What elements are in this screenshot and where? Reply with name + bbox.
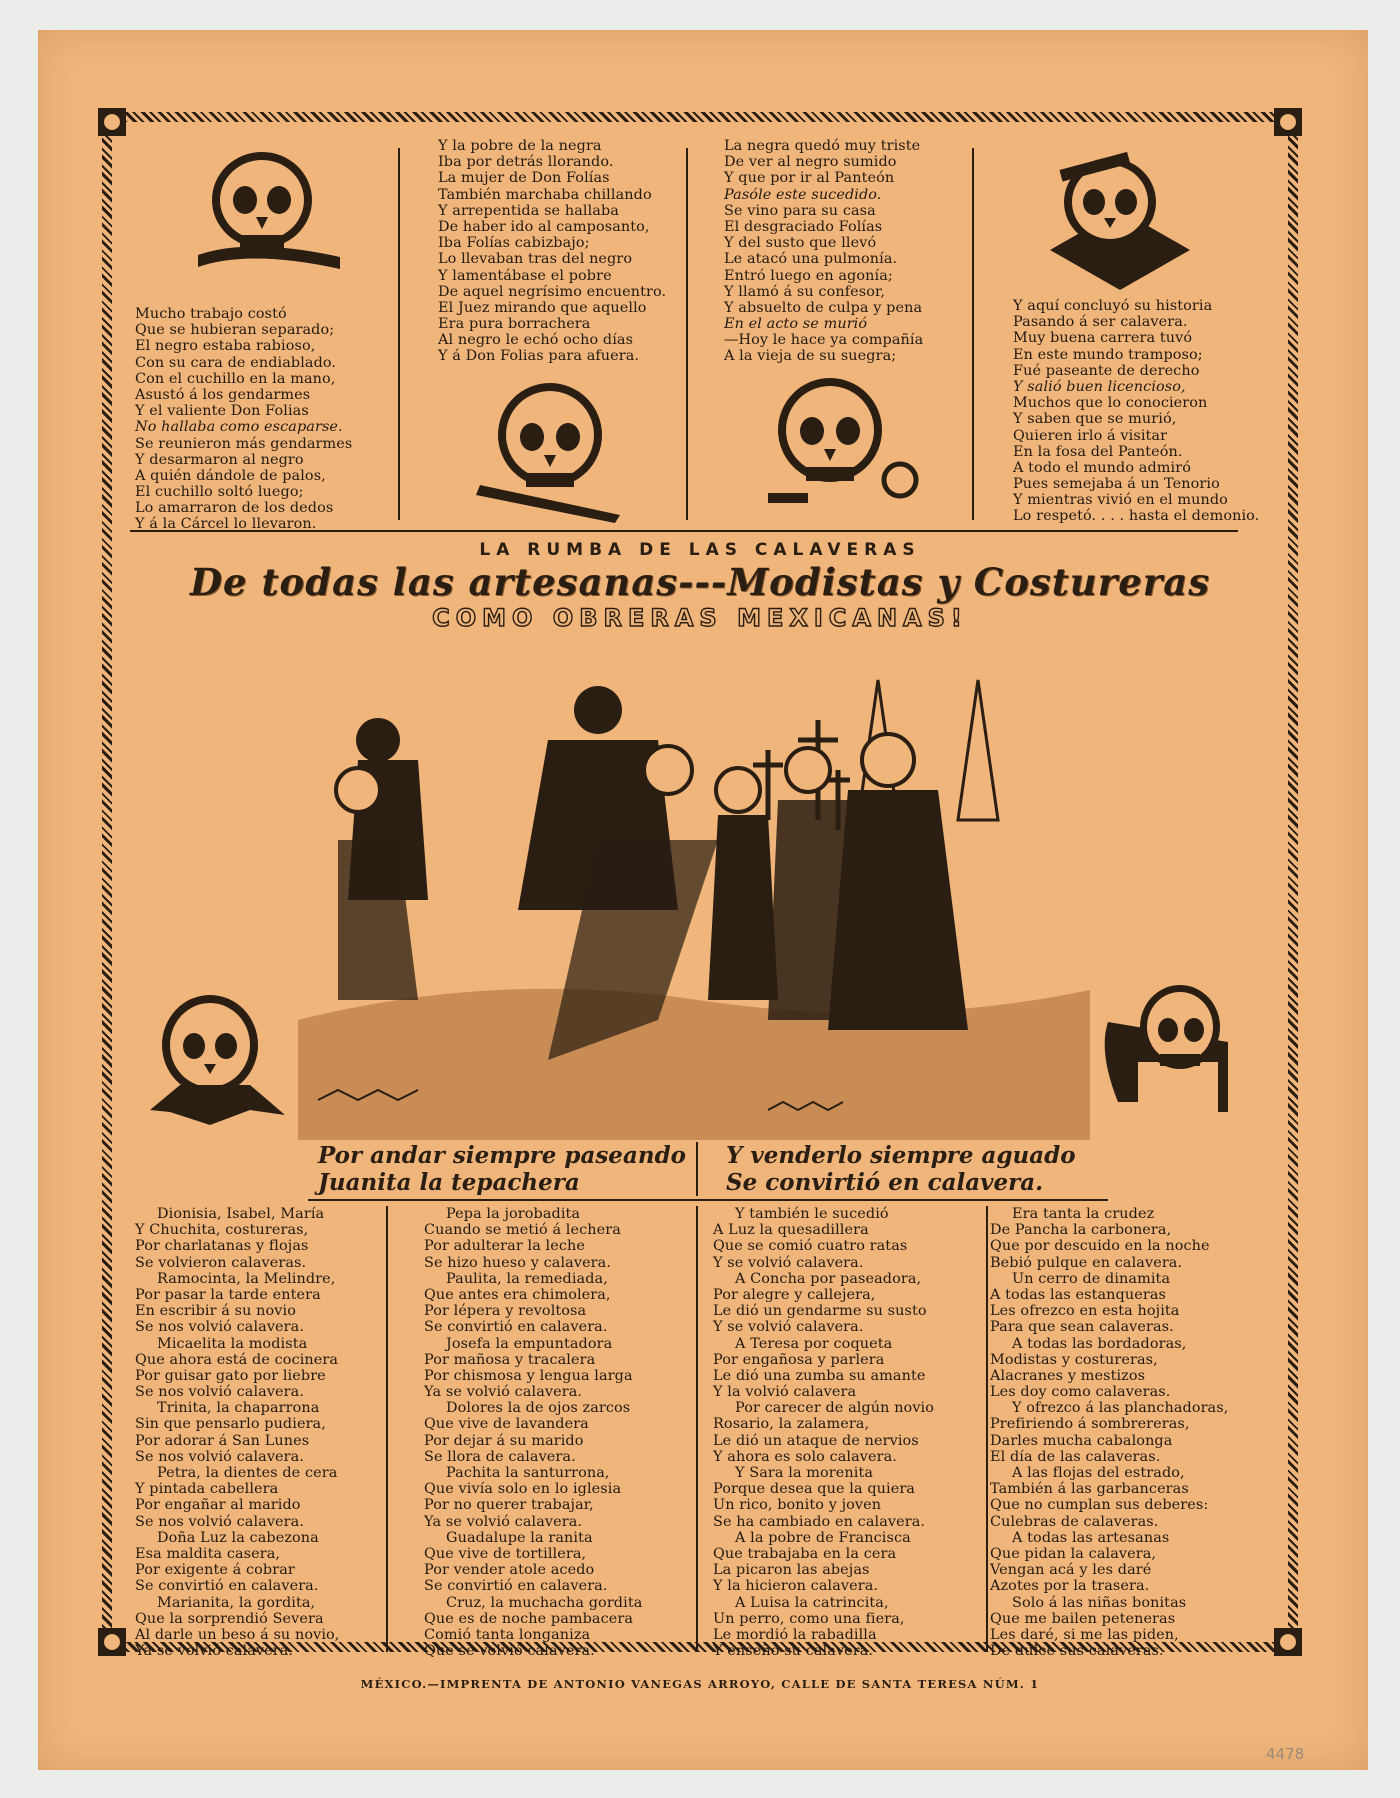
verse-line: Por adulterar la leche <box>424 1238 586 1255</box>
verse-line: A Luisa la catrincita, <box>735 1594 889 1611</box>
verse-line: Y saben que se murió, <box>1013 411 1177 428</box>
verse-line: Modistas y costureras, <box>990 1351 1158 1368</box>
verse-line: Guadalupe la ranita <box>446 1529 593 1546</box>
verse-line: Y se volvió calavera. <box>713 1254 864 1271</box>
corner-ornament-top-left <box>98 108 126 136</box>
verse-line: Al negro le echó ocho días <box>438 332 634 349</box>
verse-line: Fué paseante de derecho <box>1013 362 1200 379</box>
verse-line: Y á la Cárcel lo llevaron. <box>135 516 317 533</box>
top-verse-column-1 <box>135 306 352 533</box>
verse-line: Por no querer trabajar, <box>424 1497 594 1514</box>
verse-line: Esa maldita casera, <box>135 1545 281 1562</box>
verse-line: Ya se volvió calavera. <box>135 1643 294 1660</box>
corner-ornament-bottom-right <box>1274 1628 1302 1656</box>
verse-line: Quieren irlo á visitar <box>1013 427 1168 444</box>
verse-line: Les doy como calaveras. <box>990 1384 1171 1401</box>
verse-line: Se hizo hueso y calavera. <box>424 1254 612 1271</box>
skull-with-hat-engraving <box>1030 140 1200 290</box>
verse-line: Por engañar al marido <box>135 1497 301 1514</box>
dancing-skeletons-engraving <box>298 640 1090 1140</box>
verse-line: Darles mucha cabalonga <box>990 1432 1173 1449</box>
verse-line: Y Sara la morenita <box>735 1465 874 1481</box>
verse-line: Asustó á los gendarmes <box>135 386 311 403</box>
verse-line: Le atacó una pulmonía. <box>724 251 898 268</box>
top-verse-column-4 <box>1013 298 1259 525</box>
verse-line: Lo respetó. . . . hasta el demonio. <box>1013 508 1260 525</box>
verse-line: Con el cuchillo en la mano, <box>135 370 336 387</box>
verse-line: Se convirtió en calavera. <box>424 1578 608 1595</box>
verse-line: Y la hicieron calavera. <box>713 1578 879 1595</box>
verse-line: Y salió buen licencioso, <box>1013 378 1186 395</box>
verse-line: Iba Folías cabizbajo; <box>438 235 590 252</box>
verse-line: Pachita la santurrona, <box>446 1465 610 1481</box>
verse-line: Que vive de tortillera, <box>424 1545 587 1562</box>
bottom-verse-column-1 <box>135 1206 339 1659</box>
verse-line: Se vino para su casa <box>724 202 876 219</box>
verse-line: Y aquí concluyó su historia <box>1013 298 1213 314</box>
verse-line: Les daré, si me las piden, <box>990 1626 1179 1643</box>
verse-line: La mujer de Don Folías <box>438 170 610 187</box>
verse-line: Y desarmaron al negro <box>135 451 304 468</box>
verse-line: Culebras de calaveras. <box>990 1513 1159 1530</box>
verse-line: Ya se volvió calavera. <box>424 1384 583 1401</box>
verse-line: Y el valiente Don Folias <box>135 403 309 420</box>
verse-line: Se convirtió en calavera. <box>424 1319 608 1336</box>
verse-line: Le dió una zumba su amante <box>713 1367 926 1384</box>
verse-line: Pasóle este sucedido. <box>724 186 882 203</box>
verse-line: No hallaba como escaparse. <box>135 419 343 436</box>
printer-imprint: MÉXICO.—IMPRENTA DE ANTONIO VANEGAS ARROYO, CALLE DE SANTA TERESA NÚM. 1 <box>360 1677 1040 1691</box>
verse-line: Por exigente á cobrar <box>135 1562 295 1579</box>
verse-line: Les ofrezco en esta hojita <box>990 1303 1180 1320</box>
catalog-number: 4478 <box>1266 1745 1305 1763</box>
verse-line: Por mañosa y tracalera <box>424 1351 596 1368</box>
verse-line: De aquel negrísimo encuentro. <box>438 283 667 300</box>
verse-line: Por engañosa y parlera <box>713 1351 885 1368</box>
verse-line: Pues semejaba á un Tenorio <box>1013 476 1220 493</box>
skull-with-scarf-engraving <box>140 990 290 1135</box>
verse-line: A todas las artesanas <box>1012 1529 1170 1546</box>
verse-line: Por adorar á San Lunes <box>135 1432 310 1449</box>
verse-line: Ya se volvió calavera. <box>424 1513 583 1530</box>
verse-line: Sin que pensarlo pudiera, <box>135 1416 326 1433</box>
verse-line: Trinita, la chaparrona <box>157 1400 320 1417</box>
verse-line: A todas las bordadoras, <box>1012 1335 1187 1352</box>
page-title: De todas las artesanas---Modistas y Costureras <box>189 560 1211 604</box>
verse-line: Un rico, bonito y joven <box>713 1497 882 1514</box>
verse-line: Por lépera y revoltosa <box>424 1303 587 1320</box>
corner-ornament-bottom-left <box>98 1628 126 1656</box>
verse-line: A todo el mundo admiró <box>1013 459 1191 476</box>
verse-line: Cuando se metió á lechera <box>424 1222 621 1239</box>
verse-line: De ver al negro sumido <box>724 154 897 171</box>
verse-line: Mucho trabajo costó <box>135 306 287 322</box>
verse-line: Alacranes y mestizos <box>990 1367 1146 1384</box>
verse-line: Ramocinta, la Melindre, <box>157 1270 336 1287</box>
verse-line: Y enseñó su calavera. <box>713 1643 874 1660</box>
caption-divider <box>308 1199 1108 1201</box>
verse-line: —Hoy le hace ya compañía <box>724 332 924 349</box>
verse-line: A quién dándole de palos, <box>135 467 326 484</box>
verse-line: A Teresa por coqueta <box>735 1335 893 1352</box>
verse-line: Por chismosa y lengua larga <box>424 1367 633 1384</box>
verse-line: Con su cara de endiablado. <box>135 354 337 371</box>
verse-line: La picaron las abejas <box>713 1562 870 1579</box>
verse-line: Que la sorprendió Severa <box>135 1610 324 1627</box>
heading-kicker: LA RUMBA DE LAS CALAVERAS <box>479 540 921 560</box>
verse-line: Se nos volvió calavera. <box>135 1513 305 1530</box>
verse-line: Por alegre y callejera, <box>713 1286 876 1303</box>
verse-line: De haber ido al camposanto, <box>438 218 650 235</box>
verse-line: Petra, la dientes de cera <box>157 1465 338 1481</box>
verse-line: Por guisar gato por liebre <box>135 1367 326 1384</box>
verse-line: También á las garbanceras <box>990 1481 1189 1498</box>
verse-line: Se nos volvió calavera. <box>135 1448 305 1465</box>
verse-line: Se ha cambiado en calavera. <box>713 1513 926 1530</box>
verse-line: Y la pobre de la negra <box>438 138 602 154</box>
verse-line: Por dejar á su marido <box>424 1432 584 1449</box>
skull-with-bone-engraving-1 <box>190 145 350 285</box>
verse-line: Y mientras vivió en el mundo <box>1013 492 1228 509</box>
bottom-verse-column-3 <box>713 1206 934 1659</box>
verse-line: Micaelita la modista <box>157 1335 308 1352</box>
verse-line: Cruz, la muchacha gordita <box>446 1594 643 1611</box>
verse-line: Para que sean calaveras. <box>990 1319 1174 1336</box>
verse-line: Bebió pulque en calavera. <box>990 1254 1183 1271</box>
verse-line: Se nos volvió calavera. <box>135 1384 305 1401</box>
verse-line: Que es de noche pambacera <box>424 1610 634 1627</box>
verse-line: Que pidan la calavera, <box>990 1545 1157 1562</box>
verse-line: Josefa la empuntadora <box>446 1335 613 1352</box>
verse-line: Un perro, como una fiera, <box>713 1610 905 1627</box>
top-column-rule-3 <box>972 148 974 520</box>
verse-line: Y lamentábase el pobre <box>438 267 612 284</box>
verse-line: Por charlatanas y flojas <box>135 1238 309 1255</box>
verse-line: Y la volvió calavera <box>713 1384 857 1401</box>
verse-line: Lo amarraron de los dedos <box>135 500 334 517</box>
verse-line: Al darle un beso á su novio, <box>135 1626 340 1643</box>
skull-on-chair-engraving <box>1098 982 1238 1122</box>
verse-line: Y Chuchita, costureras, <box>135 1222 309 1239</box>
bottom-column-rule-3 <box>986 1206 988 1652</box>
verse-line: En la fosa del Panteón. <box>1013 443 1183 460</box>
bottom-verse-column-4 <box>990 1206 1228 1659</box>
verse-line: Que se volvió calavera. <box>424 1643 595 1660</box>
verse-line: Que me bailen peteneras <box>990 1610 1176 1627</box>
bottom-column-rule-1 <box>386 1206 388 1652</box>
verse-line: Doña Luz la cabezona <box>157 1529 319 1546</box>
verse-line: Que se hubieran separado; <box>135 322 335 339</box>
verse-line: El Juez mirando que aquello <box>438 299 647 316</box>
verse-line: Pepa la jorobadita <box>446 1206 581 1222</box>
verse-line: Azotes por la trasera. <box>990 1578 1150 1595</box>
verse-line: Por carecer de algún novio <box>735 1400 935 1417</box>
verse-line: En este mundo tramposo; <box>1013 346 1203 363</box>
verse-line: El cuchillo soltó luego; <box>135 484 304 501</box>
caption-rule <box>696 1142 698 1196</box>
verse-line: Era tanta la crudez <box>1012 1206 1155 1222</box>
verse-line: La negra quedó muy triste <box>724 138 921 154</box>
verse-line: Le mordió la rabadilla <box>713 1626 877 1643</box>
verse-line: Muchos que lo conocieron <box>1013 395 1208 412</box>
verse-line: A todas las estanqueras <box>990 1286 1166 1303</box>
verse-line: Que trabajaba en la cera <box>713 1545 897 1562</box>
bottom-column-rule-2 <box>696 1206 698 1652</box>
verse-line: El día de las calaveras. <box>990 1448 1161 1465</box>
verse-line: Solo á las niñas bonitas <box>1012 1594 1187 1611</box>
verse-line: Que vivía solo en lo iglesia <box>424 1481 622 1498</box>
verse-line: En escribir á su novio <box>135 1303 296 1320</box>
verse-line: Que antes era chimolera, <box>424 1286 611 1303</box>
verse-line: Dolores la de ojos zarcos <box>446 1400 631 1417</box>
verse-line: Y llamó á su confesor, <box>724 283 886 300</box>
verse-line: Y también le sucedió <box>735 1206 889 1222</box>
verse-line: Y ahora es solo calavera. <box>713 1448 897 1465</box>
heading-subtitle: COMO OBRERAS MEXICANAS! <box>432 604 968 632</box>
verse-line: A las flojas del estrado, <box>1012 1465 1185 1481</box>
verse-line: Era pura borrachera <box>438 316 591 333</box>
verse-line: A Luz la quesadillera <box>713 1222 869 1239</box>
verse-line: Comió tanta longaniza <box>424 1626 591 1643</box>
verse-line: Le dió un ataque de nervios <box>713 1432 919 1449</box>
verse-line: Y se volvió calavera. <box>713 1319 864 1336</box>
verse-line: Pasando á ser calavera. <box>1013 314 1188 331</box>
verse-line: Le dió un gendarme su susto <box>713 1303 927 1320</box>
verse-line: Se nos volvió calavera. <box>135 1319 305 1336</box>
verse-line: A Concha por paseadora, <box>735 1270 922 1287</box>
verse-line: Muy buena carrera tuvó <box>1013 330 1193 347</box>
verse-line: El negro estaba rabioso, <box>135 338 316 355</box>
verse-line: Que ahora está de cocinera <box>135 1351 339 1368</box>
corner-ornament-top-right <box>1274 108 1302 136</box>
verse-line: De Pancha la carbonera, <box>990 1222 1172 1239</box>
verse-line: Y pintada cabellera <box>135 1481 279 1498</box>
verse-line: Se volvieron calaveras. <box>135 1254 307 1271</box>
top-column-rule-1 <box>398 148 400 520</box>
verse-line: También marchaba chillando <box>438 186 652 203</box>
verse-line: Dionisia, Isabel, María <box>157 1206 325 1222</box>
top-verse-column-2 <box>438 138 666 365</box>
verse-line: Marianita, la gordita, <box>157 1594 316 1611</box>
verse-line: A la vieja de su suegra; <box>724 348 897 365</box>
verse-line: Se reunieron más gendarmes <box>135 435 353 452</box>
verse-line: Y arrepentida se hallaba <box>438 202 619 219</box>
verse-line: Rosario, la zalamera, <box>713 1416 870 1433</box>
verse-line: Prefiriendo á sombrereras, <box>990 1416 1190 1433</box>
verse-line: De dulce sus calaveras. <box>990 1643 1164 1660</box>
caption-right: Y venderlo siempre aguado Se convirtió en calavera. <box>726 1142 1076 1196</box>
verse-line: Vengan acá y les daré <box>990 1562 1152 1579</box>
verse-line: Que se comió cuatro ratas <box>713 1238 908 1255</box>
verse-line: Paulita, la remediada, <box>446 1270 608 1287</box>
verse-line: Iba por detrás llorando. <box>438 154 614 171</box>
verse-line: Que vive de lavandera <box>424 1416 589 1433</box>
verse-line: El desgraciado Folías <box>724 218 883 235</box>
verse-line: Que no cumplan sus deberes: <box>990 1497 1209 1514</box>
bottom-verse-column-2 <box>424 1206 642 1659</box>
verse-line: Porque desea que la quiera <box>713 1481 915 1498</box>
verse-line: Y absuelto de culpa y pena <box>724 299 923 316</box>
skull-with-ring-engraving <box>760 375 930 525</box>
verse-line: Y del susto que llevó <box>724 235 877 252</box>
verse-line: Y á Don Folias para afuera. <box>438 348 640 365</box>
verse-line: Se convirtió en calavera. <box>135 1578 319 1595</box>
top-column-rule-2 <box>686 148 688 520</box>
top-verse-column-3 <box>724 138 923 365</box>
caption-left: Por andar siempre paseando Juanita la tepachera <box>318 1142 686 1196</box>
verse-line: Y ofrezco á las planchadoras, <box>1012 1400 1229 1417</box>
verse-line: Entró luego en agonía; <box>724 267 893 284</box>
verse-line: Lo llevaban tras del negro <box>438 251 633 268</box>
verse-line: Que por descuido en la noche <box>990 1238 1210 1255</box>
verse-line: Un cerro de dinamita <box>1012 1270 1171 1287</box>
verse-line: En el acto se murió <box>724 316 868 333</box>
verse-line: A la pobre de Francisca <box>735 1529 911 1546</box>
verse-line: Por pasar la tarde entera <box>135 1286 321 1303</box>
skull-with-cigar-engraving <box>470 375 630 525</box>
verse-line: Por vender atole acedo <box>424 1562 595 1579</box>
verse-line: Y que por ir al Panteón <box>724 170 895 187</box>
verse-line: Se llora de calavera. <box>424 1448 576 1465</box>
